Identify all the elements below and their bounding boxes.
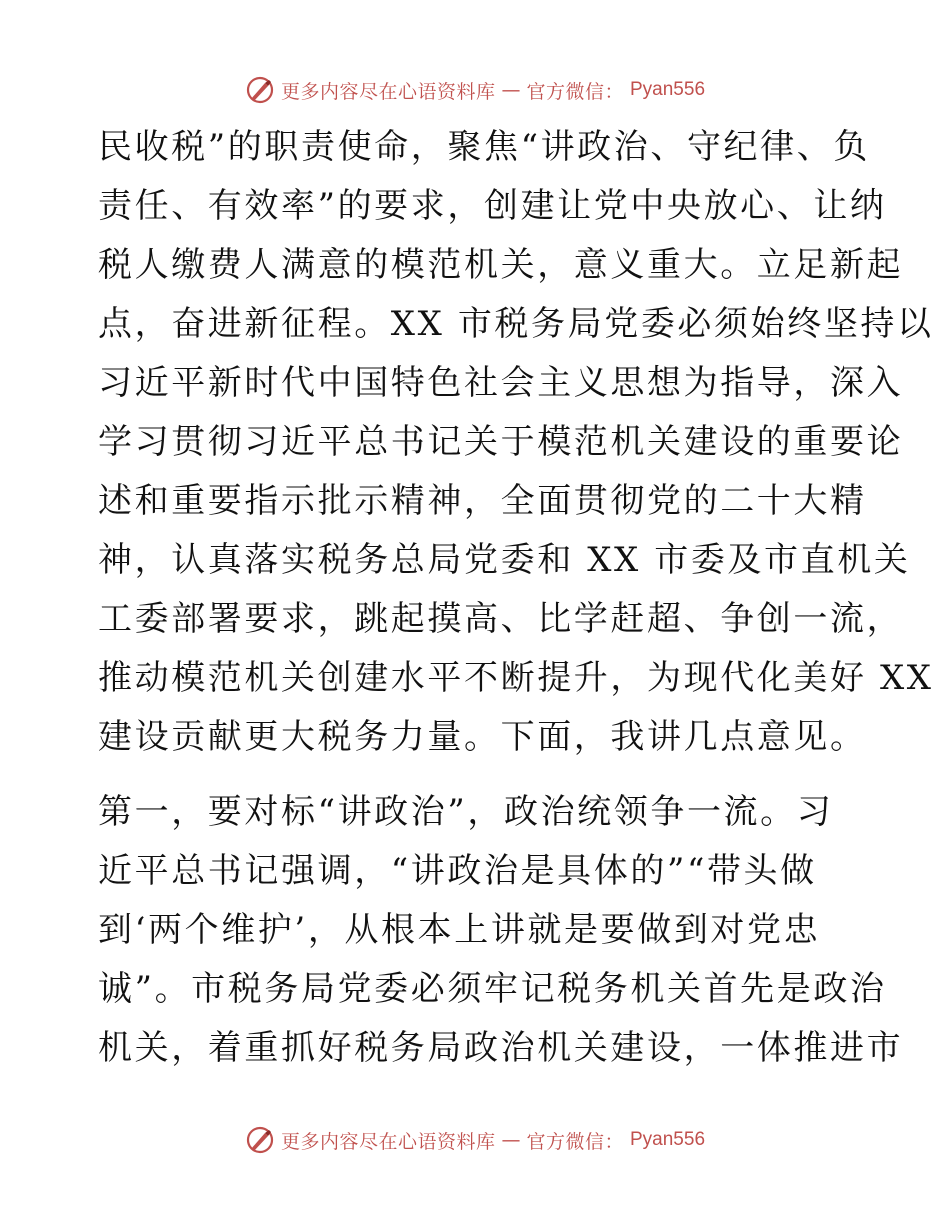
paragraph-1 (98, 118, 934, 767)
pen-logo-icon (245, 75, 275, 105)
watermark-wechat-label: 官方微信： (526, 80, 624, 103)
text-line: 习近平新时代中国特色社会主义思想为指导，深入 (98, 363, 904, 403)
text-line: 工委部署要求，跳起摸高、比学赶超、争创一流， (98, 599, 904, 639)
text-line: 推动模范机关创建水平不断提升，为现代化美好 XX (98, 658, 934, 698)
pen-logo-icon (245, 1125, 275, 1155)
footer-watermark (0, 1120, 950, 1160)
paragraph-2 (98, 783, 904, 1078)
text-line: 学习贯彻习近平总书记关于模范机关建设的重要论 (98, 422, 904, 462)
text-line: 神，认真落实税务总局党委和 XX 市委及市直机关 (98, 540, 911, 580)
text-line: 建设贡献更大税务力量。下面，我讲几点意见。 (98, 717, 867, 757)
text-line: 第一，要对标“讲政治”，政治统领争一流。习 (98, 792, 834, 832)
paragraph-spacer (98, 767, 858, 783)
text-line: 到‘两个维护’，从根本上讲就是要做到对党忠 (98, 910, 821, 950)
text-line: 机关，着重抓好税务局政治机关建设，一体推进市 (98, 1028, 904, 1068)
text-line: 点，奋进新征程。XX 市税务局党委必须始终坚持以 (98, 304, 934, 344)
text-line: 税人缴费人满意的模范机关，意义重大。立足新起 (98, 245, 904, 285)
document-body (98, 118, 934, 1078)
watermark-text: 更多内容尽在心语资料库 (280, 80, 496, 103)
text-line: 民收税”的职责使命，聚焦“讲政治、守纪律、负 (98, 127, 870, 167)
watermark-separator: — (501, 1129, 521, 1151)
watermark-text: 更多内容尽在心语资料库 (280, 1130, 496, 1153)
text-line: 责任、有效率”的要求，创建让党中央放心、让纳 (98, 186, 887, 226)
watermark-wechat-label: 官方微信： (526, 1130, 624, 1153)
watermark-wechat-id: Pyan556 (630, 79, 706, 100)
text-line: 述和重要指示批示精神，全面贯彻党的二十大精 (98, 481, 867, 521)
text-line: 近平总书记强调，“讲政治是具体的”“带头做 (98, 851, 817, 891)
watermark-wechat-id: Pyan556 (630, 1129, 706, 1150)
header-watermark (0, 70, 950, 110)
text-line: 诚”。市税务局党委必须牢记税务机关首先是政治 (98, 969, 887, 1009)
watermark-separator: — (501, 79, 521, 101)
